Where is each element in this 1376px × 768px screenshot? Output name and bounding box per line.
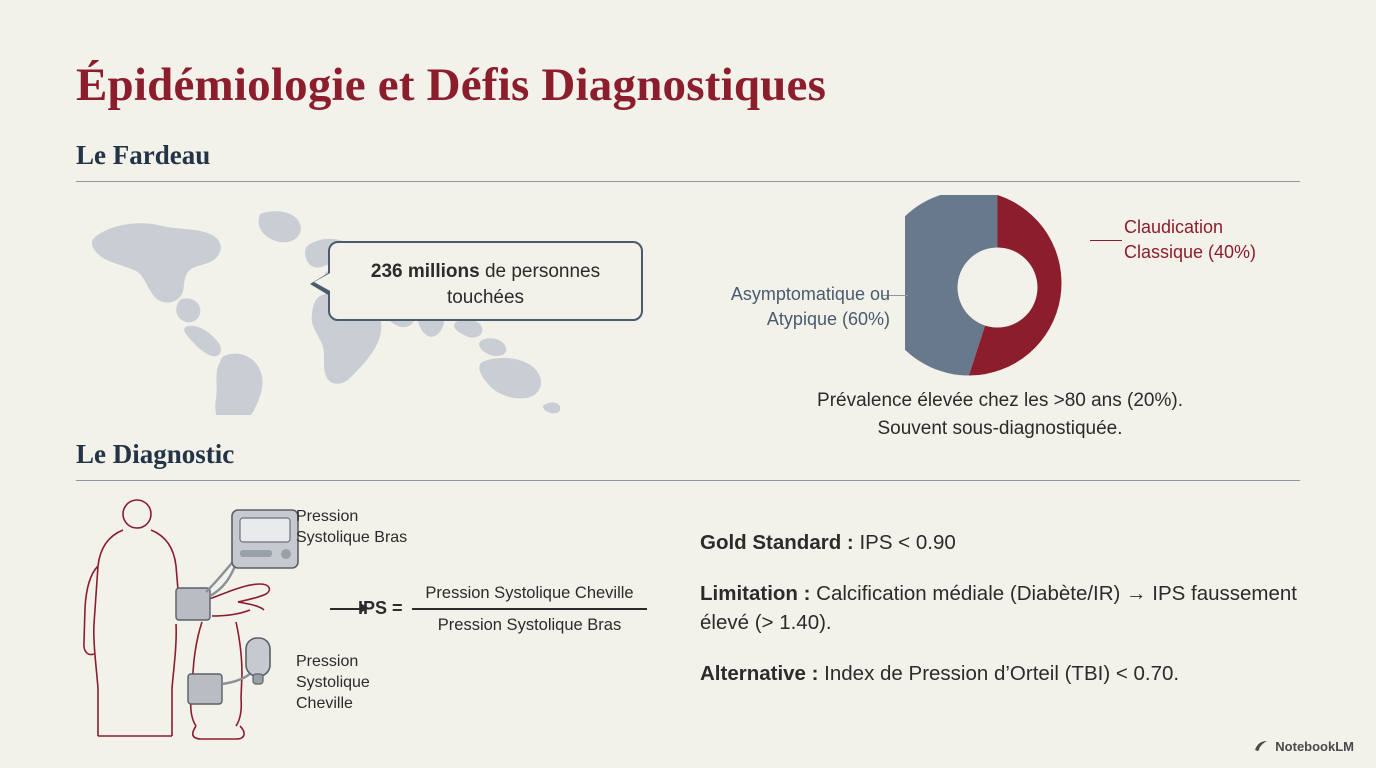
section-divider-1 <box>76 181 1300 182</box>
formula-numerator: Pression Systolique Cheville <box>425 584 634 602</box>
figure-label-ankle <box>296 651 446 714</box>
section-divider-2 <box>76 480 1300 481</box>
bullet-gold-standard-label: Gold Standard : <box>700 531 854 554</box>
bullet-limitation <box>700 579 1320 637</box>
donut-label-asymptomatic-line1: Asymptomatique ou <box>730 284 890 304</box>
bullet-limitation-label: Limitation : <box>700 582 811 605</box>
diagnosis-bullet-list <box>700 528 1320 710</box>
page-title: Épidémiologie et Défis Diagnostiques <box>76 59 827 111</box>
figure-label-ankle-line1: Pression <box>296 653 359 670</box>
bullet-limitation-text: Calcification médiale (Diabète/IR) → IPS faussement élevé (> 1.40). <box>700 582 1297 634</box>
donut-caption-line2: Souvent sous-diagnostiquée. <box>877 418 1123 439</box>
figure-label-ankle-line2: Systolique <box>296 674 370 691</box>
formula-bar <box>412 608 647 610</box>
figure-label-arm <box>296 506 446 548</box>
callout-tail-fill <box>314 272 332 292</box>
section-title-burden: Le Fardeau <box>76 140 211 170</box>
callout-text <box>330 259 641 311</box>
bullet-gold-standard-text: IPS < 0.90 <box>853 531 956 554</box>
footer-brand-label: NotebookLM <box>1275 738 1354 754</box>
donut-chart <box>905 195 1090 380</box>
callout-rest: de personnes touchées <box>446 261 601 308</box>
bullet-alternative-text: Index de Pression d’Orteil (TBI) < 0.70. <box>818 662 1180 685</box>
donut-label-claudication-line1: Claudication <box>1124 217 1224 237</box>
formula-denominator: Pression Systolique Bras <box>437 615 622 634</box>
callout-bubble <box>328 241 643 321</box>
donut-label-claudication-line2: Classique (40%) <box>1124 242 1257 262</box>
section-title-diagnosis: Le Diagnostic <box>76 439 235 469</box>
donut-caption-line1: Prévalence élevée chez les >80 ans (20%). <box>817 390 1183 411</box>
abi-formula <box>330 580 660 640</box>
donut-label-claudication <box>1124 215 1344 265</box>
bullet-alternative <box>700 659 1320 688</box>
figure-label-ankle-line3: Cheville <box>296 695 353 712</box>
notebooklm-icon <box>1253 738 1269 754</box>
donut-label-asymptomatic <box>665 282 890 332</box>
formula-fraction <box>412 580 647 638</box>
figure-label-arm-line2: Systolique Bras <box>296 529 408 546</box>
formula-name: IPS = <box>358 598 403 618</box>
bullet-alternative-label: Alternative : <box>700 662 819 685</box>
donut-label-asymptomatic-line2: Atypique (60%) <box>766 309 890 329</box>
figure-label-arm-line1: Pression <box>296 508 359 525</box>
footer-brand <box>1253 738 1354 754</box>
donut-caption <box>700 387 1300 443</box>
callout-highlight: 236 millions <box>370 261 480 282</box>
bullet-gold-standard <box>700 528 1320 557</box>
donut-leader-right <box>1090 240 1122 241</box>
